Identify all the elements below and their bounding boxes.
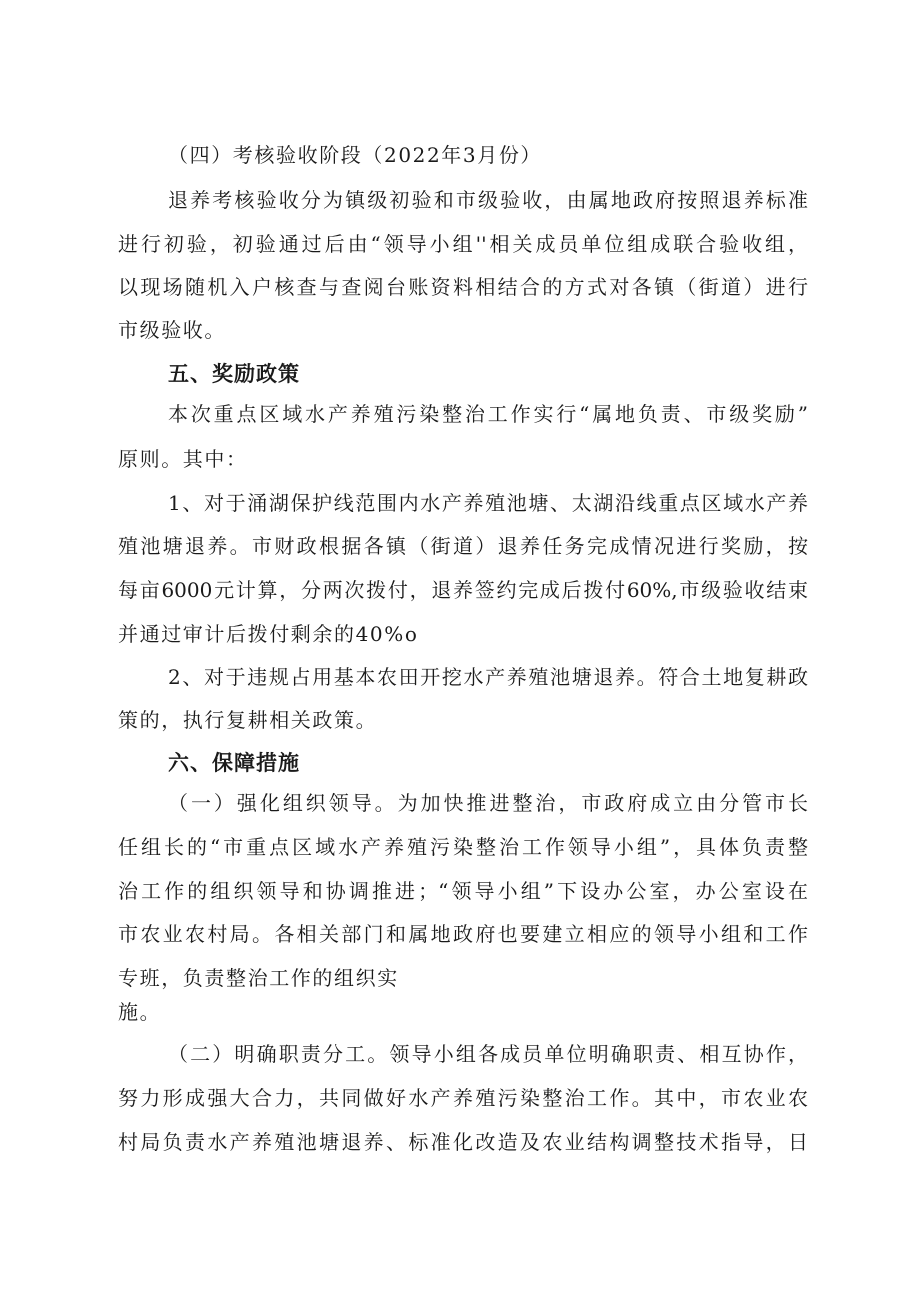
- paragraph-line: 市农业农村局。各相关部门和属地政府也要建立相应的领导小组和工作: [118, 922, 808, 946]
- paragraph-line: 专班，负责整治工作的组织实: [118, 966, 399, 990]
- paragraph-line: 施。: [118, 1000, 162, 1024]
- list-item-line: 殖池塘退养。市财政根据各镇（街道）退养任务完成情况进行奖励，按: [118, 534, 808, 558]
- paragraph-line: 治工作的组织领导和协调推进；“领导小组”下设办公室，办公室设在: [118, 879, 808, 903]
- paragraph-line: 以现场随机入户核查与查阅台账资料相结合的方式对各镇（街道）进行: [118, 275, 808, 299]
- section-heading-rewards: 五、奖励政策: [168, 362, 300, 386]
- paragraph-line: 努力形成强大合力，共同做好水产养殖污染整治工作。其中，市农业农: [118, 1086, 808, 1110]
- paragraph-line: 退养考核验收分为镇级初验和市级验收，由属地政府按照退养标准: [168, 188, 808, 212]
- section-heading-safeguards: 六、保障措施: [168, 751, 300, 775]
- paragraph-line: 市级验收。: [118, 318, 226, 342]
- paragraph-line: 任组长的“市重点区域水产养殖污染整治工作领导小组”，具体负责整: [118, 835, 808, 859]
- paragraph-line: 村局负责水产养殖池塘退养、标准化改造及农业结构调整技术指导，日: [118, 1130, 808, 1154]
- section-4-heading: （四）考核验收阶段（2022年3月份）: [168, 143, 543, 167]
- list-item-line: 策的，执行复耕相关政策。: [118, 708, 378, 732]
- list-item-line: 并通过审计后拨付剩余的40%o: [118, 622, 419, 646]
- list-item-line: 2、对于违规占用基本农田开挖水产养殖池塘退养。符合土地复耕政: [168, 665, 808, 689]
- paragraph-line: 本次重点区域水产养殖污染整治工作实行“属地负责、市级奖励”: [168, 402, 808, 426]
- list-item-line: 1、对于涌湖保护线范围内水产养殖池塘、太湖沿线重点区域水产养: [168, 491, 808, 515]
- paragraph-line: 原则。其中：: [118, 447, 248, 471]
- paragraph-line: （一）强化组织领导。为加快推进整治，市政府成立由分管市长: [168, 791, 808, 815]
- paragraph-line: 进行初验，初验通过后由“领导小组''相关成员单位组成联合验收组，: [118, 232, 808, 256]
- paragraph-line: （二）明确职责分工。领导小组各成员单位明确职责、相互协作，: [168, 1042, 808, 1066]
- list-item-line: 每亩6000元计算，分两次拨付，退养签约完成后拨付60%,市级验收结束: [118, 578, 808, 602]
